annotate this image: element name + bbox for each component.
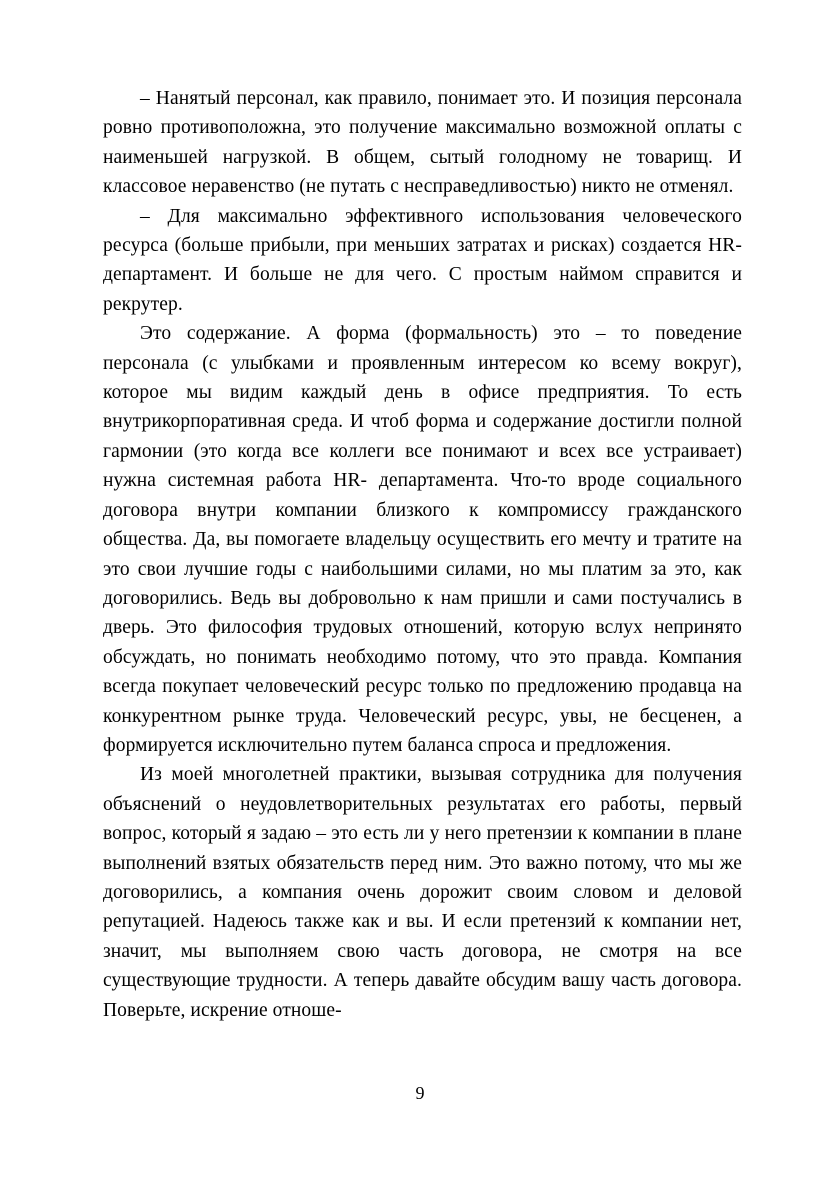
body-text — [103, 84, 742, 1025]
paragraph-1: – Нанятый персонал, как правило, понимает это. И позиция персонала ровно противоположна, это получение максимально возможной оплаты с наименьшей нагрузкой. В общем, сытый голодному не товарищ. И классовое неравенство (не путать с несправедливостью) никто не отменял. — [103, 88, 742, 198]
paragraph-3: Это содержание. А форма (формальность) это – то поведение персонала (с улыбками и проявленным интересом ко всему вокруг), которое мы видим каждый день в офисе предприятия. То есть внутрикорпоративная среда. И чтоб форма и содержание достигли полной гармонии (это когда все коллеги все понимают и всех все устраивает) нужна системная работа HR- департамента. Что-то вроде социального договора внутри компании близкого к компромиссу гражданского общества. Да, вы помогаете владельцу осуществить его мечту и тратите на это свои лучшие годы с наибольшими силами, но мы платим за это, как договорились. Ведь вы добровольно к нам пришли и сами постучались в дверь. Это философия трудовых отношений, которую вслух непринято обсуждать, но понимать необходимо потому, что это правда. Компания всегда покупает человеческий ресурс только по предложению продавца на конкурентном рынке труда. Человеческий ресурс, увы, не бесценен, а формируется исключительно путем баланса спроса и предложения. — [103, 323, 742, 756]
page-number: 9 — [415, 1083, 425, 1103]
paragraph-2: – Для максимально эффективного использования человеческого ресурса (больше прибыли, при меньших затратах и рисках) создается HR- департамент. И больше не для чего. С простым наймом справится и рекрутер. — [103, 205, 742, 315]
paragraph-4: Из моей многолетней практики, вызывая сотрудника для получения объяснений о неудовлетворительных результатах его работы, первый вопрос, который я задаю – это есть ли у него претензии к компании в плане выполнений взятых обязательств перед ним. Это важно потому, что мы же договорились, а компания очень дорожит своим словом и деловой репутацией. Надеюсь также как и вы. И если претензий к компании нет, значит, мы выполняем свою часть договора, не смотря на все существующие трудности. А теперь давайте обсудим вашу часть договора. Поверьте, искрение отноше- — [103, 764, 742, 1021]
